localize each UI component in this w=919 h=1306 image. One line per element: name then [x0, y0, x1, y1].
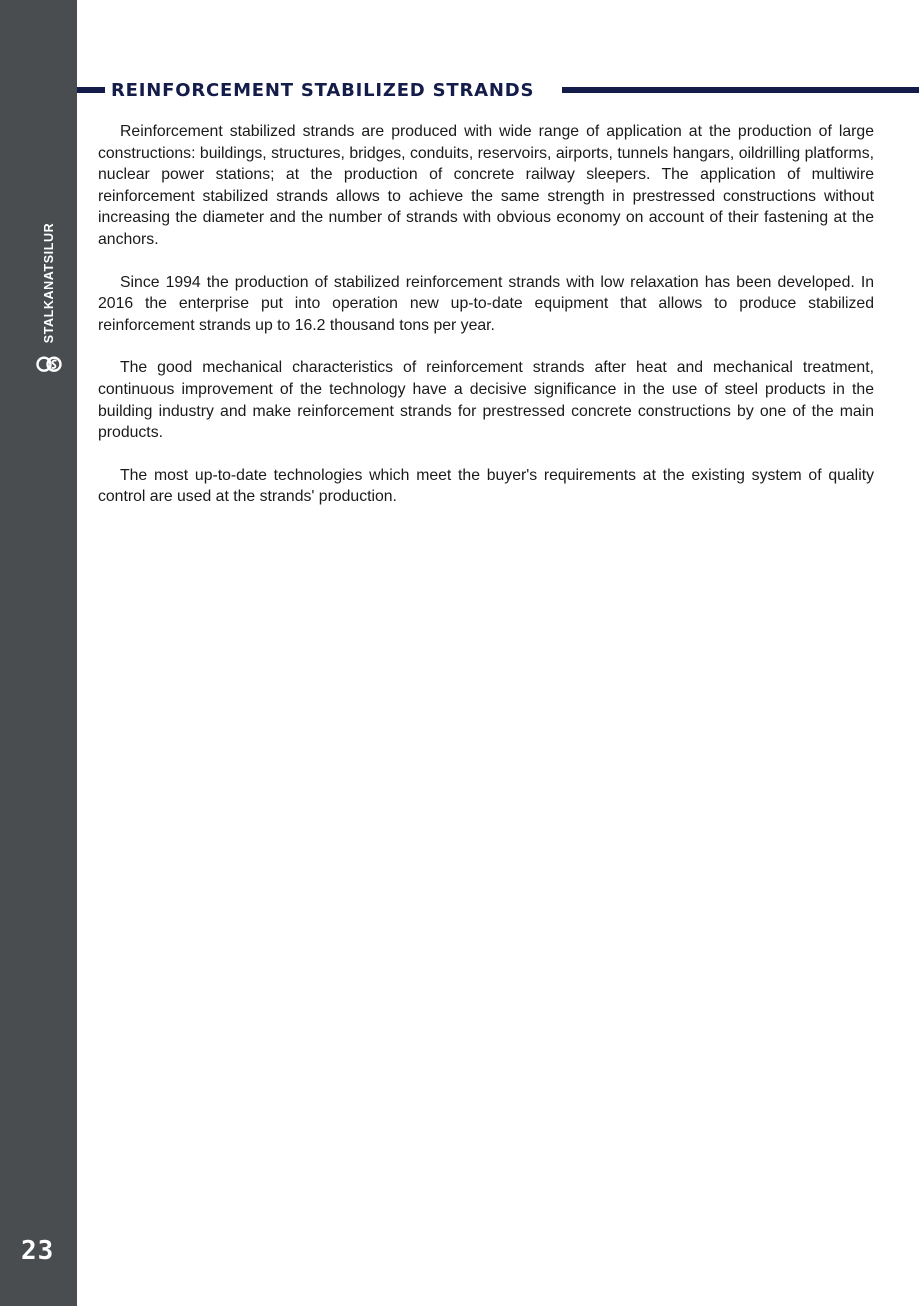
page-number: 23	[21, 1236, 55, 1266]
brand-name: STALKANATSILUR	[42, 222, 56, 344]
body-text	[98, 121, 874, 529]
section-heading-row	[77, 80, 919, 102]
sidebar	[0, 0, 77, 1306]
stalkanat-logo-icon	[36, 351, 62, 377]
heading-bar-left	[77, 87, 105, 93]
paragraph-4: The most up-to-date technologies which meet the buyer's requirements at the existing system of quality control are used at the strands' production.	[98, 466, 874, 506]
paragraph-1: Reinforcement stabilized strands are produced with wide range of application at the production of large constructions: buildings, structures, bridges, conduits, reservoirs, airports, tunnels hangars, oildrilling platforms, nuclear power stations; at the production of concrete railway sleepers. The application of multiwire reinforcement stabilized strands allows to achieve the same strength in prestressed constructions without increasing the diameter and the number of strands with obvious economy on account of their fastening at the anchors.	[98, 123, 874, 248]
paragraph-2: Since 1994 the production of stabilized reinforcement strands with low relaxation has been developed. In 2016 the enterprise put into operation new up-to-date equipment that allows to produce stabilized reinforcement strands up to 16.2 thousand tons per year.	[98, 273, 874, 334]
paragraph-3: The good mechanical characteristics of reinforcement strands after heat and mechanical treatment, continuous improvement of the technology have a decisive significance in the use of steel products in the building industry and make reinforcement strands for prestressed concrete constructions by one of the main products.	[98, 359, 874, 442]
heading-bar-right	[562, 87, 919, 93]
page-title: REINFORCEMENT STABILIZED STRANDS	[111, 80, 535, 101]
